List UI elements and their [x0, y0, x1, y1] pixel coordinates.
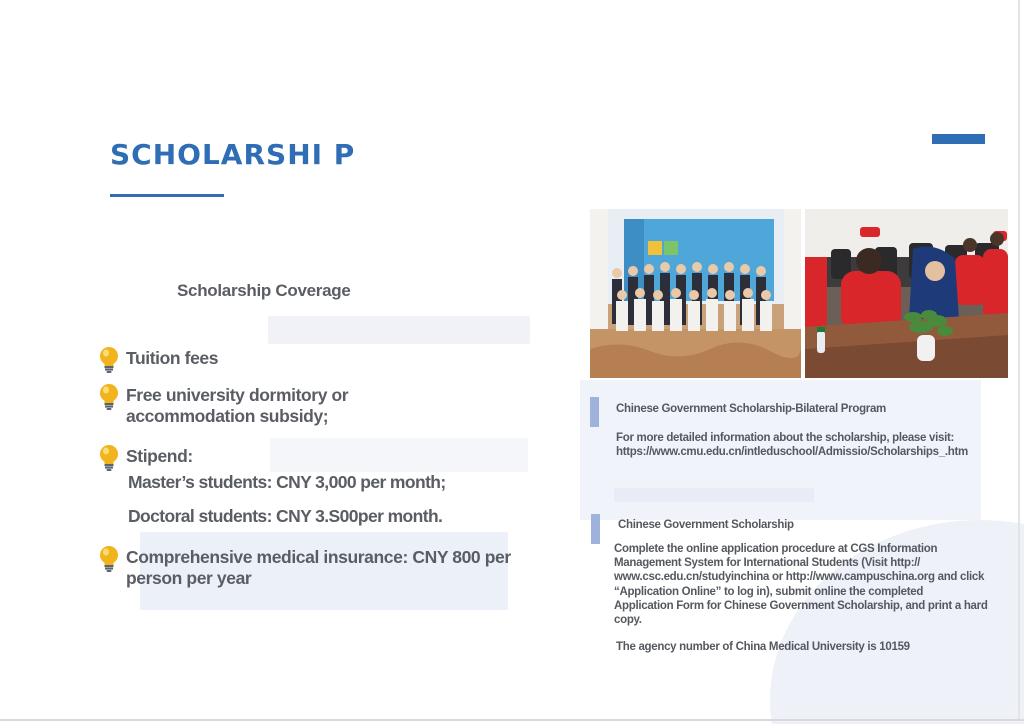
accent-bar [932, 134, 985, 144]
coverage-item-label: Stipend: [126, 446, 193, 466]
slide-bottom-divider [0, 719, 1024, 721]
coverage-item-label: Comprehensive medical insurance: CNY 800 per person per year [126, 547, 511, 588]
coverage-item-label: Free university dormitory or accommodation subsidy; [126, 385, 349, 426]
bilateral-info: For more detailed information about the scholarship, please visit: [616, 432, 955, 444]
faded-artifact [614, 488, 814, 502]
coverage-item [98, 545, 511, 589]
page-title: SCHOLARSHI P [110, 138, 356, 171]
coverage-item [98, 383, 348, 427]
lightbulb-icon [98, 444, 120, 472]
cgs-title: Chinese Government Scholarship [618, 519, 794, 531]
bilateral-title: Chinese Government Scholarship-Bilateral Program [616, 403, 886, 415]
faded-artifact [268, 316, 530, 344]
stipend-doctoral: Doctoral students: CNY 3.S00per month. [128, 506, 443, 526]
lightbulb-icon [98, 545, 120, 573]
lightbulb-icon [98, 346, 120, 374]
agency-number: The agency number of China Medical University is 10159 [616, 641, 910, 653]
coverage-heading: Scholarship Coverage [177, 281, 351, 300]
slide-edge [1018, 0, 1020, 720]
stipend-masters: Master’s students: CNY 3,000 per month; [128, 472, 446, 492]
bilateral-link[interactable]: https://www.cmu.edu.cn/intleduschool/Admissio/Scholarships_.htm [616, 446, 968, 458]
section-marker [590, 397, 599, 427]
coverage-item [98, 346, 218, 374]
coverage-item [98, 444, 193, 472]
section-marker [591, 514, 600, 544]
cgs-instructions: Complete the online application procedure at CGS Information Management System for International Students (Visit http:// www.csc.edu.cn/studyinchina or http://www.campuschina.org and click “Application Online” to log in), submit online the completed Application Form for Chinese Government Scholarship, and print a hard copy. [614, 543, 988, 627]
title-underline [110, 194, 224, 197]
faded-artifact [270, 438, 528, 472]
students-photo [805, 209, 1008, 378]
lightbulb-icon [98, 383, 120, 411]
group-photo [590, 209, 801, 378]
coverage-item-label: Tuition fees [126, 348, 219, 368]
